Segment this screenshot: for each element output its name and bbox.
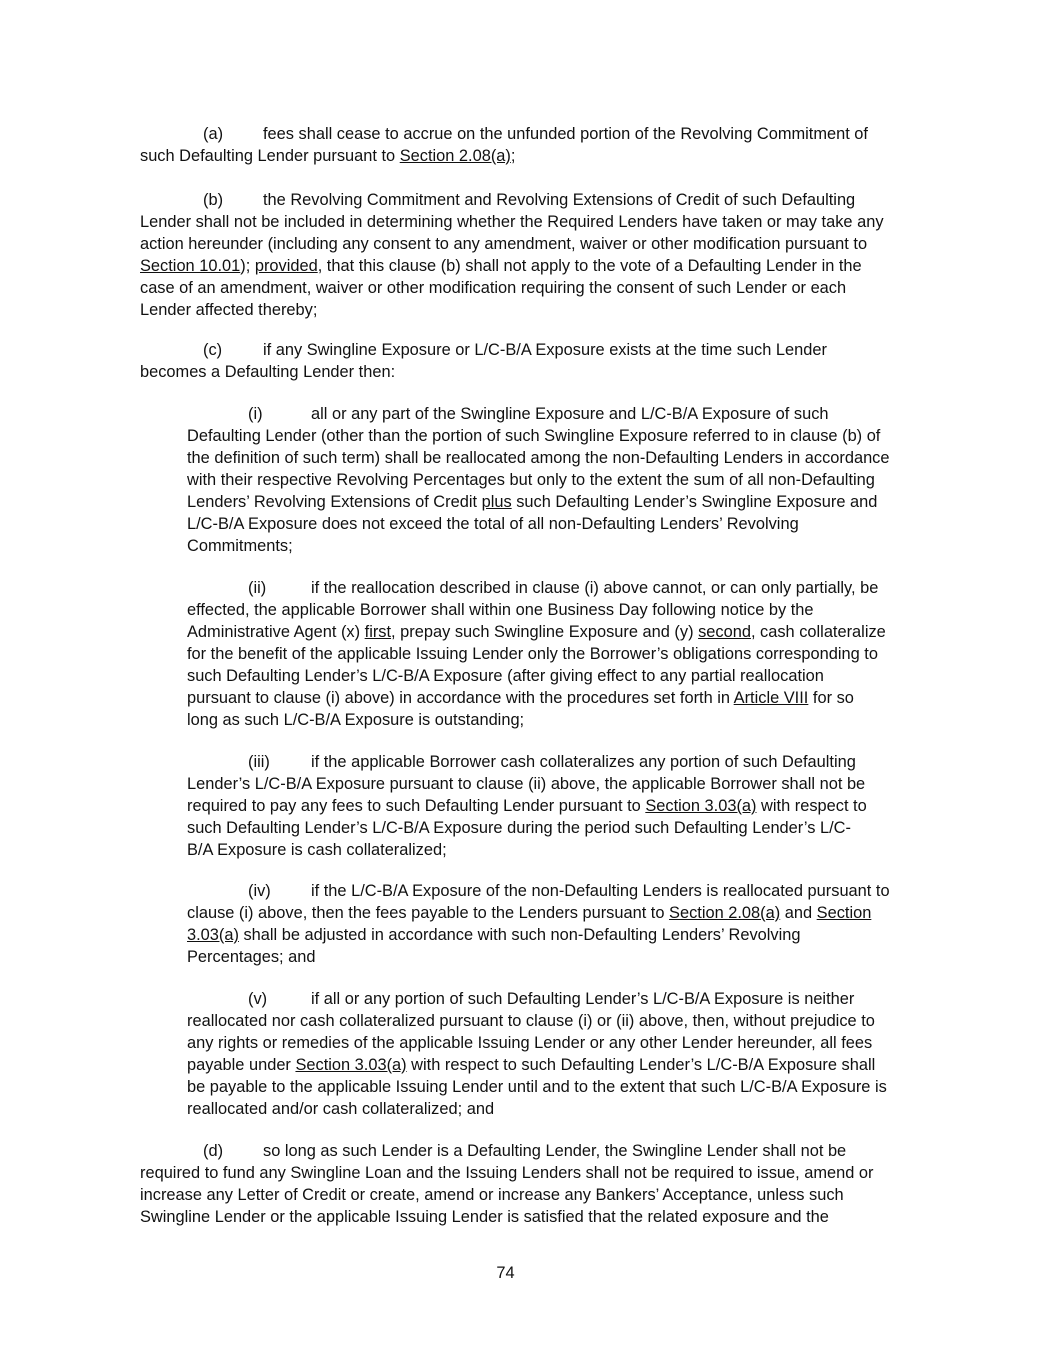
- text-line: [187, 1076, 887, 1098]
- text-segment: Lenders’ Revolving Extensions of Credit: [187, 493, 482, 511]
- text-segment: fees shall cease to accrue on the unfunded portion of the Revolving Commitment of: [263, 125, 868, 143]
- clause-paragraph: [140, 189, 884, 321]
- text-segment: such Defaulting Lender’s Swingline Exposure and: [511, 493, 878, 511]
- cross-reference: Article VIII: [733, 689, 809, 707]
- text-segment: B/A Exposure is cash collateralized;: [187, 841, 447, 859]
- text-line: [187, 924, 890, 946]
- text-line: [187, 599, 886, 621]
- clause-label: (c): [203, 341, 223, 359]
- clause-label: (d): [203, 1142, 224, 1160]
- text-line: [187, 425, 890, 447]
- text-line: [187, 902, 890, 924]
- text-line: [187, 817, 867, 839]
- text-segment: any rights or remedies of the applicable Issuing Lender or any other Lender hereunder, all fees: [187, 1034, 873, 1052]
- text-line: [187, 880, 890, 902]
- text-line: [140, 1184, 874, 1206]
- text-line: [140, 211, 884, 233]
- text-segment: Swingline Lender or the applicable Issuing Lender is satisfied that the related exposure and the: [140, 1208, 829, 1226]
- text-line: [187, 577, 886, 599]
- clause-paragraph: [187, 751, 867, 861]
- text-line: [140, 123, 868, 145]
- text-segment: with respect to: [756, 797, 867, 815]
- cross-reference: plus: [481, 493, 512, 511]
- text-segment: with their respective Revolving Percentages but only to the extent the sum of all non-Defaulting: [187, 471, 875, 489]
- text-segment: such Defaulting Lender’s L/C-B/A Exposure during the period such Defaulting Lender’s L/C-: [187, 819, 851, 837]
- text-segment: payable under: [187, 1056, 296, 1074]
- text-line: [187, 1098, 887, 1120]
- text-segment: such Defaulting Lender pursuant to: [140, 147, 400, 165]
- text-line: [187, 513, 890, 535]
- text-segment: Lender’s L/C-B/A Exposure pursuant to clause (ii) above, the applicable Borrower shall not be: [187, 775, 866, 793]
- text-segment: , prepay such Swingline Exposure and (y): [391, 623, 699, 641]
- text-segment: case of an amendment, waiver or other modification requiring the consent of such Lender or each: [140, 279, 847, 297]
- text-line: [187, 795, 867, 817]
- text-line: [187, 491, 890, 513]
- text-segment: so long as such Lender is a Defaulting Lender, the Swingline Lender shall not be: [263, 1142, 847, 1160]
- clause-label: (iii): [248, 753, 270, 771]
- text-line: [187, 1010, 887, 1032]
- clause-label: (ii): [248, 579, 267, 597]
- text-segment: shall be adjusted in accordance with such non-Defaulting Lenders’ Revolving: [238, 926, 801, 944]
- text-segment: Administrative Agent (x): [187, 623, 365, 641]
- text-line: [187, 643, 886, 665]
- clause-label: (iv): [248, 882, 271, 900]
- text-segment: pursuant to clause (i) above) in accordance with the procedures set forth in: [187, 689, 734, 707]
- clause-paragraph: [140, 123, 868, 167]
- text-line: [187, 988, 887, 1010]
- cross-reference: Section 3.03(a): [645, 797, 757, 815]
- text-line: [187, 751, 867, 773]
- text-segment: with respect to such Defaulting Lender’s L/C-B/A Exposure shall: [406, 1056, 876, 1074]
- text-segment: Defaulting Lender (other than the portion of such Swingline Exposure referred to in clause (b) of: [187, 427, 881, 445]
- cross-reference: second: [698, 623, 751, 641]
- text-segment: the Revolving Commitment and Revolving Extensions of Credit of such Defaulting: [263, 191, 856, 209]
- clause-paragraph: [187, 403, 890, 557]
- cross-reference: Section 10.01: [140, 257, 241, 275]
- text-line: [187, 1032, 887, 1054]
- text-segment: if the applicable Borrower cash collateralizes any portion of such Defaulting: [311, 753, 856, 771]
- text-line: [140, 1140, 874, 1162]
- text-segment: long as such L/C-B/A Exposure is outstanding;: [187, 711, 525, 729]
- text-segment: becomes a Defaulting Lender then:: [140, 363, 396, 381]
- cross-reference: 3.03(a): [187, 926, 239, 944]
- cross-reference: Section: [816, 904, 872, 922]
- clause-paragraph: [140, 339, 827, 383]
- text-line: [187, 709, 886, 731]
- text-segment: L/C-B/A Exposure does not exceed the total of all non-Defaulting Lenders’ Revolving: [187, 515, 799, 533]
- text-segment: Lender affected thereby;: [140, 301, 318, 319]
- text-segment: Lender shall not be included in determining whether the Required Lenders have taken or may take any: [140, 213, 884, 231]
- text-segment: if all or any portion of such Defaulting Lender’s L/C-B/A Exposure is neither: [311, 990, 855, 1008]
- text-line: [140, 255, 884, 277]
- clause-label: (a): [203, 125, 224, 143]
- clause-label: (v): [248, 990, 268, 1008]
- text-segment: , cash collateralize: [750, 623, 886, 641]
- clause-paragraph: [140, 1140, 874, 1228]
- text-line: [140, 145, 868, 167]
- text-segment: for the benefit of the applicable Issuing Lender only the Borrower’s obligations corresponding to: [187, 645, 878, 663]
- text-segment: the definition of such term) shall be reallocated among the non-Defaulting Lenders in accordance: [187, 449, 890, 467]
- text-line: [187, 469, 890, 491]
- text-segment: required to fund any Swingline Loan and the Issuing Lenders shall not be required to issue, amend or: [140, 1164, 874, 1182]
- text-segment: action hereunder (including any consent to any amendment, waiver or other modification pursuant to: [140, 235, 868, 253]
- text-line: [187, 773, 867, 795]
- clause-paragraph: [187, 988, 887, 1120]
- text-line: [187, 839, 867, 861]
- text-line: [140, 339, 827, 361]
- text-segment: be payable to the applicable Issuing Lender until and to the extent that such L/C-B/A Exposure is: [187, 1078, 887, 1096]
- text-line: [187, 946, 890, 968]
- text-line: [140, 1206, 874, 1228]
- text-line: [140, 233, 884, 255]
- page-number: 74: [496, 1264, 515, 1282]
- cross-reference: provided: [254, 257, 318, 275]
- text-line: [187, 403, 890, 425]
- text-segment: such Defaulting Lender’s L/C-B/A Exposure (after giving effect to any partial reallocation: [187, 667, 824, 685]
- text-segment: required to pay any fees to such Defaulting Lender pursuant to: [187, 797, 646, 815]
- text-line: [187, 447, 890, 469]
- text-line: [140, 361, 827, 383]
- text-segment: effected, the applicable Borrower shall within one Business Day following notice by the: [187, 601, 814, 619]
- text-segment: all or any part of the Swingline Exposure and L/C-B/A Exposure of such: [311, 405, 829, 423]
- cross-reference: Section 2.08(a): [399, 147, 511, 165]
- text-segment: for so: [808, 689, 854, 707]
- text-segment: Percentages; and: [187, 948, 316, 966]
- text-line: [187, 1054, 887, 1076]
- clause-label: (b): [203, 191, 224, 209]
- text-line: [140, 277, 884, 299]
- text-segment: increase any Letter of Credit or create, amend or increase any Bankers’ Acceptance, unless such: [140, 1186, 844, 1204]
- clause-label: (i): [248, 405, 263, 423]
- text-line: [187, 687, 886, 709]
- clause-paragraph: [187, 577, 886, 731]
- text-segment: reallocated nor cash collateralized pursuant to clause (i) or (ii) above, then, without prejudice to: [187, 1012, 875, 1030]
- text-segment: if the reallocation described in clause (i) above cannot, or can only partially, be: [311, 579, 879, 597]
- cross-reference: Section 3.03(a): [295, 1056, 407, 1074]
- cross-reference: Section 2.08(a): [669, 904, 781, 922]
- text-segment: clause (i) above, then the fees payable to the Lenders pursuant to: [187, 904, 670, 922]
- clause-paragraph: [187, 880, 890, 968]
- text-line: [140, 1162, 874, 1184]
- text-line: [140, 299, 884, 321]
- text-segment: );: [240, 257, 255, 275]
- text-segment: and: [780, 904, 817, 922]
- text-segment: Commitments;: [187, 537, 293, 555]
- text-line: [140, 189, 884, 211]
- text-line: [187, 535, 890, 557]
- text-segment: , that this clause (b) shall not apply to the vote of a Defaulting Lender in the: [317, 257, 862, 275]
- cross-reference: first: [364, 623, 392, 641]
- text-segment: ;: [510, 147, 516, 165]
- text-segment: reallocated and/or cash collateralized; and: [187, 1100, 495, 1118]
- text-segment: if any Swingline Exposure or L/C-B/A Exposure exists at the time such Lender: [263, 341, 827, 359]
- text-line: [187, 665, 886, 687]
- text-line: [187, 621, 886, 643]
- text-segment: if the L/C-B/A Exposure of the non-Defaulting Lenders is reallocated pursuant to: [311, 882, 890, 900]
